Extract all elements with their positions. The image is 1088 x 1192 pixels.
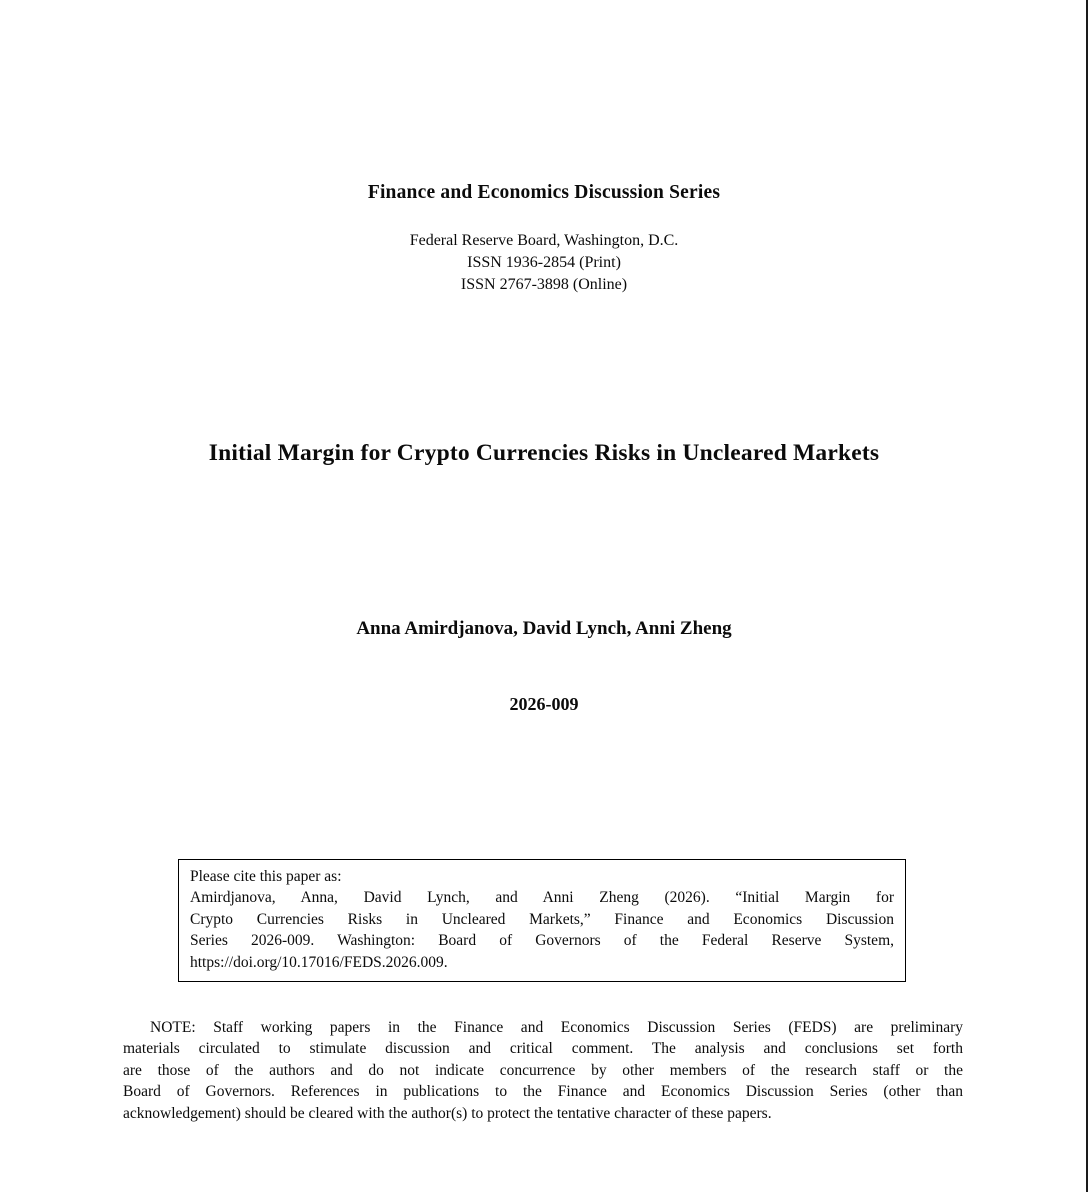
note-line: acknowledgement) should be cleared with the author(s) to protect the tentative character of these papers.	[123, 1104, 772, 1122]
issn-print-line: ISSN 1936-2854 (Print)	[467, 254, 621, 271]
citation-line: Amirdjanova, Anna, David Lynch, and Anni Zheng (2026). “Initial Margin for	[190, 889, 894, 907]
citation-line: Series 2026-009. Washington: Board of Governors of the Federal Reserve System,	[190, 932, 894, 950]
publication-info	[0, 230, 1088, 296]
citation-box	[178, 859, 906, 982]
citation-doi-line: https://doi.org/10.17016/FEDS.2026.009.	[190, 953, 448, 971]
note-line: are those of the authors and do not indicate concurrence by other members of the research staff or the	[123, 1061, 963, 1079]
authors-line: Anna Amirdjanova, David Lynch, Anni Zheng	[356, 618, 732, 639]
issn-online-line: ISSN 2767-3898 (Online)	[460, 276, 628, 293]
series-title: Finance and Economics Discussion Series	[367, 182, 721, 203]
note-line: NOTE: Staff working papers in the Finance and Economics Discussion Series (FEDS) are preliminary	[150, 1019, 963, 1036]
note-line: Board of Governors. References in publications to the Finance and Economics Discussion Series (other than	[123, 1083, 963, 1101]
note-line: materials circulated to stimulate discussion and critical comment. The analysis and conclusions set forth	[123, 1040, 963, 1058]
note-paragraph	[123, 1017, 963, 1124]
paper-number: 2026-009	[509, 694, 579, 714]
paper-title: Initial Margin for Crypto Currencies Risks in Uncleared Markets	[208, 440, 880, 466]
citation-line: Crypto Currencies Risks in Uncleared Markets,” Finance and Economics Discussion	[190, 910, 894, 928]
institution-line: Federal Reserve Board, Washington, D.C.	[409, 232, 679, 249]
citation-heading: Please cite this paper as:	[190, 868, 342, 885]
